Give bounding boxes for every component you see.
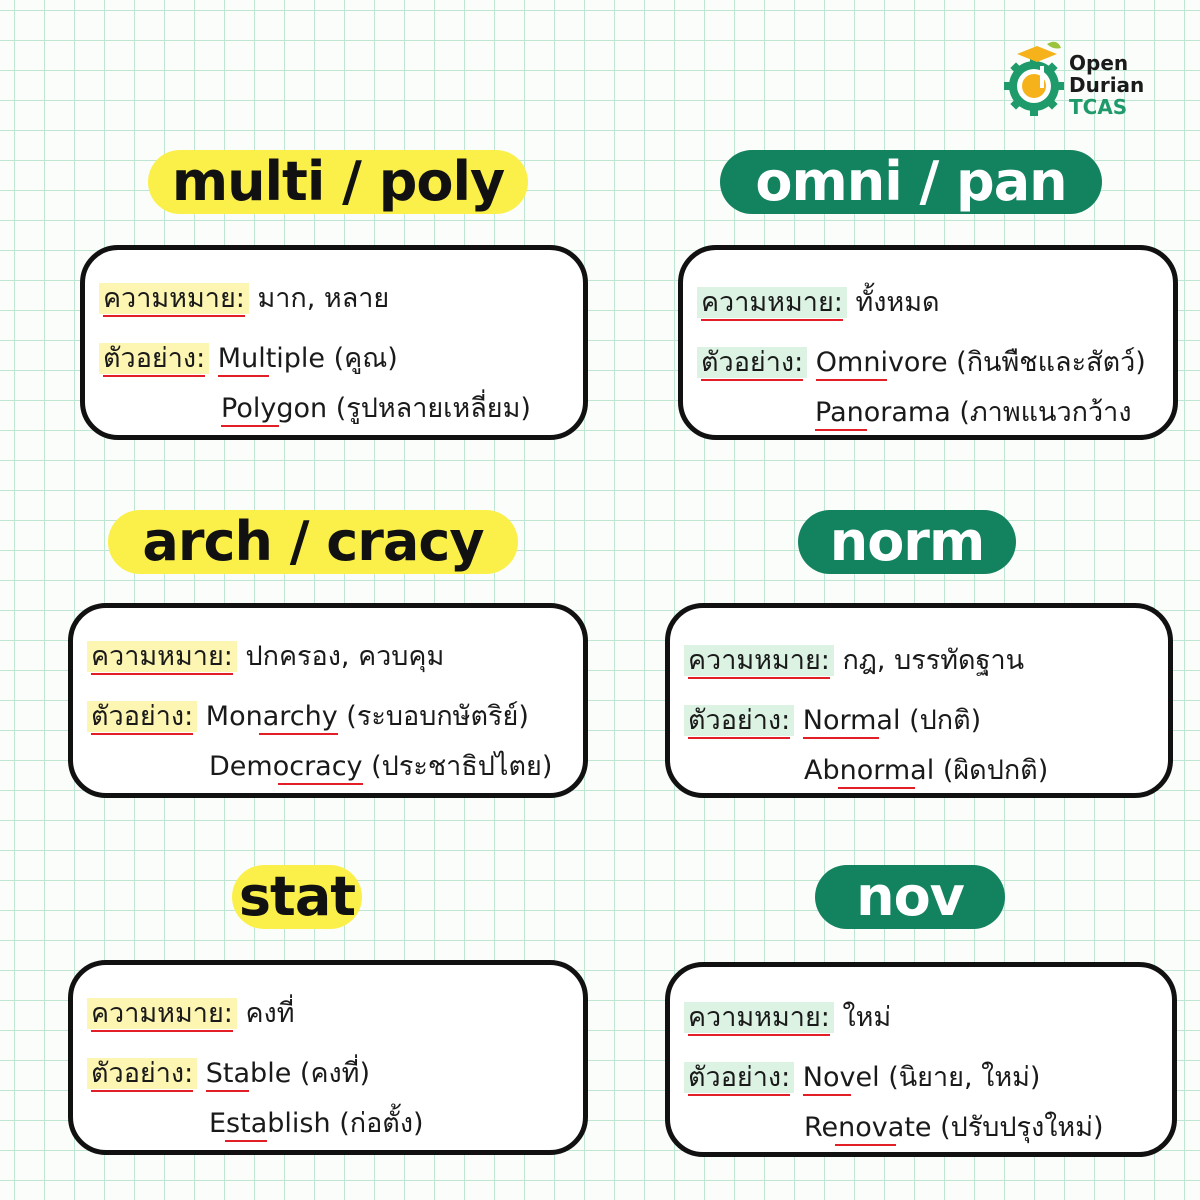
vocab-card-nov — [665, 962, 1177, 1157]
example-translation: (ภาพแนวกว้าง — [959, 397, 1132, 428]
root-underline — [816, 379, 887, 381]
example-word: Establish — [209, 1108, 331, 1139]
logo-line-durian: Durian — [1069, 73, 1145, 97]
meaning-text: ปกครอง, ควบคุม — [245, 641, 445, 672]
example-row-1 — [87, 694, 529, 737]
example-translation: (ปกติ) — [909, 705, 982, 736]
prefix-heading-multi-poly: multi / poly — [148, 150, 528, 214]
meaning-text: คงที่ — [245, 998, 295, 1029]
vocab-card-norm — [665, 603, 1173, 798]
meaning-row — [697, 280, 940, 323]
vocab-card-multi-poly — [80, 245, 588, 440]
root-underline — [838, 787, 915, 789]
example-word: Abnormal — [804, 755, 934, 786]
example-label: ตัวอย่าง: — [99, 343, 209, 374]
open-durian-tcas-logo — [1003, 40, 1188, 130]
logo-line-tcas: TCAS — [1069, 95, 1128, 119]
root-underline — [221, 425, 279, 427]
example-word: Multiple — [218, 343, 325, 374]
prefix-heading-stat: stat — [232, 865, 362, 929]
example-row-1 — [87, 1051, 370, 1094]
example-row-1 — [697, 340, 1146, 383]
example-row-2 — [209, 744, 552, 787]
prefix-heading-arch-cracy: arch / cracy — [108, 510, 518, 574]
meaning-row — [87, 634, 444, 677]
example-translation: (ปรับปรุงใหม่) — [940, 1112, 1104, 1143]
example-row-1 — [684, 1055, 1040, 1098]
root-underline — [259, 733, 338, 735]
example-row-2 — [209, 1101, 424, 1144]
meaning-row — [684, 995, 891, 1038]
meaning-text: กฎ, บรรทัดฐาน — [842, 645, 1025, 676]
meaning-label: ความหมาย: — [99, 283, 249, 314]
root-underline — [803, 1094, 851, 1096]
durian-gear-icon — [1003, 40, 1065, 124]
example-translation: (ประชาธิปไตย) — [371, 751, 553, 782]
example-word: Novel — [803, 1062, 880, 1093]
example-word: Stable — [206, 1058, 292, 1089]
example-translation: (รูปหลายเหลี่ยม) — [335, 393, 531, 424]
meaning-label: ความหมาย: — [684, 645, 834, 676]
example-word: Panorama — [815, 397, 951, 428]
example-word: Democracy — [209, 751, 363, 782]
root-underline — [803, 737, 879, 739]
meaning-label: ความหมาย: — [87, 998, 237, 1029]
meaning-row — [87, 991, 295, 1034]
example-row-2 — [815, 390, 1132, 433]
prefix-heading-nov: nov — [815, 865, 1005, 929]
example-row-2 — [804, 748, 1048, 791]
meaning-text: ใหม่ — [842, 1002, 892, 1033]
logo-line-open: Open — [1069, 51, 1129, 75]
example-word: Normal — [803, 705, 901, 736]
root-underline — [225, 1140, 268, 1142]
example-word: Renovate — [804, 1112, 932, 1143]
example-row-2 — [804, 1105, 1104, 1148]
root-underline — [835, 1144, 896, 1146]
example-translation: (คูณ) — [333, 343, 398, 374]
vocab-card-stat — [68, 960, 588, 1155]
example-word: Omnivore — [816, 347, 948, 378]
example-label: ตัวอย่าง: — [684, 705, 794, 736]
root-underline — [278, 783, 362, 785]
example-label: ตัวอย่าง: — [697, 347, 807, 378]
meaning-row — [684, 638, 1024, 681]
example-translation: (ผิดปกติ) — [942, 755, 1049, 786]
vocab-card-omni-pan — [678, 245, 1178, 440]
example-word: Polygon — [221, 393, 327, 424]
prefix-heading-norm: norm — [798, 510, 1016, 574]
example-translation: (คงที่) — [299, 1058, 371, 1089]
meaning-row — [99, 276, 389, 319]
prefix-heading-omni-pan: omni / pan — [720, 150, 1102, 214]
example-row-2 — [221, 386, 531, 429]
root-underline — [815, 429, 867, 431]
example-translation: (กินพืชและสัตว์) — [956, 347, 1146, 378]
example-translation: (นิยาย, ใหม่) — [888, 1062, 1041, 1093]
example-label: ตัวอย่าง: — [87, 1058, 197, 1089]
meaning-label: ความหมาย: — [684, 1002, 834, 1033]
example-word: Monarchy — [206, 701, 338, 732]
root-underline — [218, 375, 269, 377]
example-label: ตัวอย่าง: — [87, 701, 197, 732]
meaning-text: มาก, หลาย — [257, 283, 390, 314]
example-row-1 — [684, 698, 981, 741]
example-label: ตัวอย่าง: — [684, 1062, 794, 1093]
vocab-card-arch-cracy — [68, 603, 588, 798]
example-translation: (ระบอบกษัตริย์) — [346, 701, 529, 732]
root-underline — [206, 1090, 249, 1092]
example-row-1 — [99, 336, 398, 379]
meaning-label: ความหมาย: — [87, 641, 237, 672]
meaning-label: ความหมาย: — [697, 287, 847, 318]
example-translation: (ก่อตั้ง) — [339, 1108, 424, 1139]
meaning-text: ทั้งหมด — [855, 287, 940, 318]
